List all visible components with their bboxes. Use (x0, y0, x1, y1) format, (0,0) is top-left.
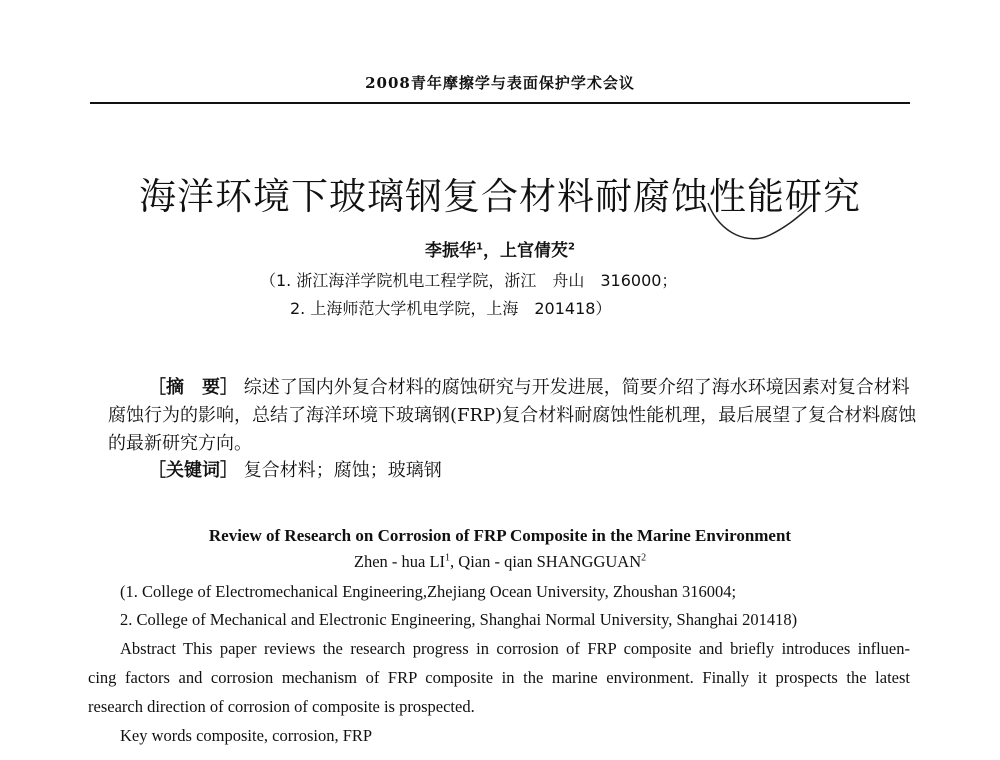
separator: ， (483, 241, 500, 261)
english-affiliation: 2. College of Mechanical and Electronic Engineering, Shanghai Normal University, Shanghai 201418) (120, 610, 798, 629)
english-abstract-line: cing factors and corrosion mechanism of FRP composite in the marine environment. Finally it prospects the latest (88, 668, 910, 687)
keywords-text: 复合材料；腐蚀；玻璃钢 (243, 460, 442, 481)
affiliation: 2. 上海师范大学机电学院，上海 201418） (290, 299, 612, 318)
header-rule (90, 102, 910, 104)
author-name: 李振华 (425, 241, 477, 261)
english-title: Review of Research on Corrosion of FRP Composite in the Marine Environment (208, 526, 792, 545)
abstract-line: 的最新研究方向。 (108, 433, 252, 454)
abstract-line (148, 373, 910, 399)
authors (0, 236, 1000, 261)
english-keywords: Key words composite, corrosion, FRP (120, 726, 373, 745)
abstract-line: 腐蚀行为的影响，总结了海洋环境下玻璃钢(FRP)复合材料耐腐蚀性能机理，最后展望了复合材料腐蚀 (108, 405, 917, 426)
author-sup: 2 (568, 241, 575, 253)
english-authors (0, 552, 1000, 572)
english-abstract-line: research direction of corrosion of composite is prospected. (88, 697, 475, 716)
author-sup: 1 (476, 241, 483, 253)
english-affiliation: (1. College of Electromechanical Engineering,Zhejiang Ocean University, Zhoushan 316004; (120, 582, 737, 601)
author-sup: 2 (641, 552, 647, 564)
separator: , (450, 552, 459, 571)
english-abstract-line: Abstract This paper reviews the research progress in corrosion of FRP composite and briefly introduces influen- (120, 639, 910, 658)
keywords-label: ［关键词］ (148, 460, 238, 481)
author-name: 上官倩芡 (500, 241, 568, 261)
abstract-text: 综述了国内外复合材料的腐蚀研究与开发进展，简要介绍了海水环境因素对复合材料 (243, 377, 910, 398)
author-name: Zhen - hua LI (353, 552, 446, 571)
running-header: 2008青年摩擦学与表面保护学术会议 (365, 74, 635, 92)
paper-title: 海洋环境下玻璃钢复合材料耐腐蚀性能研究 (139, 175, 861, 218)
affiliation: （1. 浙江海洋学院机电工程学院，浙江 舟山 316000； (260, 271, 678, 290)
author-sup: 1 (445, 552, 451, 564)
keywords (148, 456, 442, 482)
author-name: Qian - qian SHANGGUAN (458, 552, 642, 571)
abstract-label: ［摘 要］ (148, 377, 238, 398)
